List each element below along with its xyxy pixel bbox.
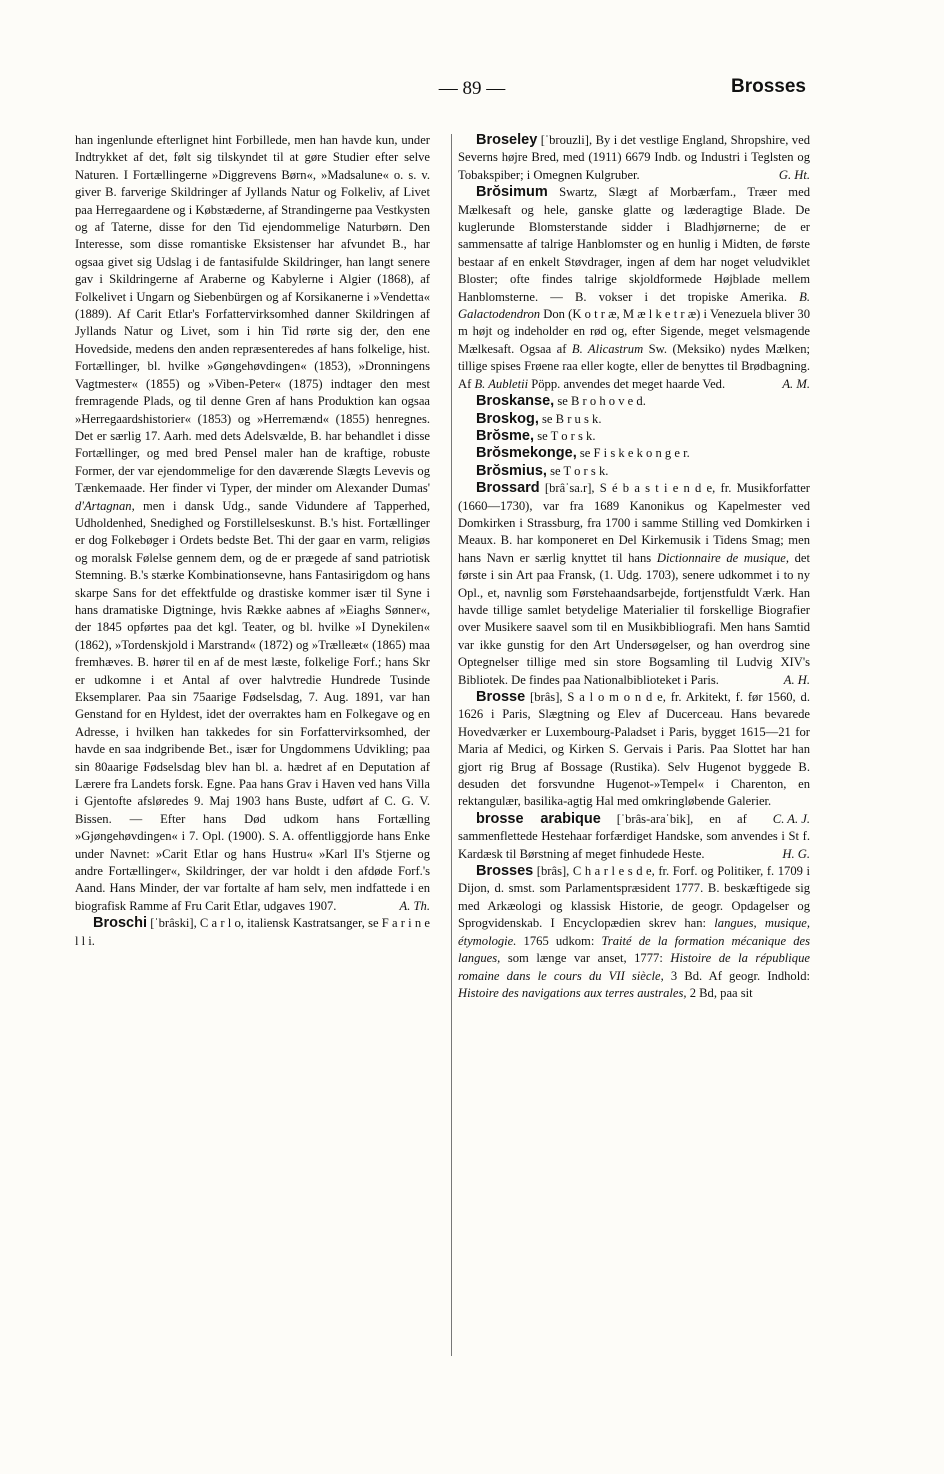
italic-title: Traité de la formation mécanique des langues, bbox=[458, 933, 810, 966]
entry-brosses bbox=[458, 863, 810, 1002]
left-column bbox=[75, 132, 430, 950]
headword: Brosses bbox=[476, 863, 534, 880]
entry-brosimum bbox=[458, 184, 810, 393]
author-signature: A. M. bbox=[782, 376, 810, 391]
italic-title: langues, musique, étymologie. bbox=[458, 916, 810, 948]
cross-reference: se F i s k e k o n g e r. bbox=[579, 446, 690, 461]
italic-title: Histoire des navigations aux terres australes, bbox=[458, 985, 687, 1000]
entry-text: [brâs], S a l o m o n d e, fr. Arkitekt, f. før 1560, d. 1626 i Paris, Slægtning og Elev af Ducerceau. Hans bevarede Hovedværker er Luxembourg-Paladset i Paris, bygget 1615—21 for Maria af Medici, og Kirken S. Gervais i Paris. Paa Slottet har han gjort rig Brug af Bossage (Rustika). Selv Hugenot byggede B. desuden det forsvundne Hugenot-»Tempel« i Charenton, en rektangulær, basilika-agtig Hal med omkringløbende Galerier. bbox=[458, 690, 810, 809]
body-text: men i dansk Udg., sande Vidundere af Tapperhed, Udholdenhed, Snedighed og Forstillelseskunst. B.'s hist. Fortællinger er dog Folkebøger i Ordets bedste Bet. Thi der gaar en varm, religiøs og moralsk Følelse gennem dem, og de er prægede af sand patriotisk Stemning. B.'s stærke Kombinationsevne, hans Fantasirigdom og hans skarpe Sans for det effektfulde og drastiske kommer især til Syne i hans dramatiske Digtninge, hvis Række aabnes af »Eiaghs Sønner«, der 1845 opførtes paa det kgl. Teater, og bl. hvilke »I Dynekilen« (1862), »Tordenskjold i Marstrand« (1872) og »Trælleæt« (1865) maa fremhæves. B. hører til en af de mest læste, folkelige Forf.; hans Skr er udkomne i et Antal af over halvtredie Hundrede Tusinde Eksemplarer. Paa sin 75aarige Fødselsdag, 7. Aug. 1891, var han Genstand for en Hyldest, idet der overraktes ham en Folkegave og en Adresse, i hvilken han takkedes for sin Forfattervirksomhed, der havde en saa indgribende Bet., især for Ungdommens Udvikling; paa sin 80aarige Fødselsdag blev han bl. a. hædret af en Deputation af Lærere fra Landets forsk. Egne. Paa hans Grav i Haven ved hans Villa i Gjentofte afsløredes 9. Maj 1903 hans Buste, udført af C. G. V. Bissen. — Efter hans Død udkom hans Fortælling »Gjøngehøvdingen« i 7. Opl. (1900). S. A. offentliggjorde hans Enke under Navnet: »Carit Etlar og hans Hustru« »Karl II's Stjerne og andre Fortællinger«, Skildringer, der var holdt i den afdøde Forf.'s Aand. Hans Minder, der var fortalte af ham selv, men indfattede i en biografisk Ramme af Fru Carit Etlar, udgaves 1907. bbox=[75, 498, 430, 913]
author-signature: A. H. bbox=[783, 672, 810, 687]
author-signature: C. A. J. bbox=[772, 811, 810, 826]
headword: Brosse bbox=[476, 689, 526, 705]
author-signature: G. Ht. bbox=[778, 167, 810, 182]
carit-etlar-continuation bbox=[75, 132, 430, 915]
cross-reference: se B r o h o v e d. bbox=[557, 394, 646, 409]
headword: Brŏsmius, bbox=[476, 462, 547, 479]
entry-text: det første i sin Art paa Fransk, (1. Udg. 1703), senere udkommet i to ny Opl., et, navnlig som Førstehaandsarbejde, fortjenstfuldt Værk. Han havde tillige samlet betydelige Materialier til forskellige Biografier over Musikere saavel som til en Musikbibliografi. Men hans Samtid var ikke gunstig for den Art Undersøgelser, og han overdrog sine Optegnelser tillige med sin store Bogsamling til Ludvig XIV's Bibliotek. De findes paa Nationalbiblioteket i Paris. bbox=[458, 550, 810, 687]
entry-text: [ˈbrâs-araˈbik], en af sammenflettede Hestehaar forfærdiget Handske, som anvendes i St f. Kardæsk til Børstning af meget finhudede Heste. bbox=[458, 811, 810, 861]
entry-text: 2 Bd, paa sit bbox=[689, 985, 753, 1000]
entry-text: Swartz, Slægt af Morbærfam., Træer med Mælkesaft og hele, ganske glatte og læderagtige Blade. De kuglerunde Blomsterstande sidder i Bladhjørnerne; de er sammensatte af talrige Hanblomster og en hunlig i Midten, de første bestaar af en enkelt Støvdrager, ingen af dem har noget veludviklet Bloster; ofte findes talrige skjoldformede Højblade mellem Hanblomsterne. — B. vokser i det tropiske Amerika. bbox=[458, 185, 810, 304]
author-signature: H. G. bbox=[782, 846, 810, 861]
body-text: han ingenlunde efterlignet hint Forbillede, men han havde kun, under Indtrykket af det, følt sig tilskyndet til at gøre Studier efter selve Naturen. I Fortællingerne »Diggrevens Børn«, »Madsalune« o. s. v. giver B. farverige Skildringer af Jyllands Natur og Folkeliv, af Livet paa Herregaardene og i Købstæderne, af Strandingerne paa Vestkysten og af Taterne, disse for den Tid ejendommelige Naturbørn. Den Interesse, som disse romantiske Eksistenser har afvundet B., har ogsaa givet sig Udslag i de fantasifulde Skildringer, han langt senere gav i Skildringerne af Araberne og Kabylerne i Algier (1868), af Folkelivet i Ungarn og Siebenbürgen og af Korsikanerne i »Vendetta« (1889). Af Carit Etlar's Forfattervirksomhed danner Skildringen af Jyllands Natur og Livet, som i hin Tid rørte sig der, den ene Hovedside, medens den anden repræsenteredes af hans folkelige, hist. Fortællinger, bl. hvilke »Gøngehøvdingen« (1853), »Dronningens Vagtmester« (1855) og »Viben-Peter« (1875) indtager den mest fremragende Plads, og til denne Gren af hans Produktion kan ogsaa »Herregaardshistorier« (1853) og »Herremænd« (1855) henregnes. Det er særlig 17. Aarh. med dets Adelsvælde, B. har behandlet i disse Fortællinger, og med bred Pensel maler han de kraftige, robuste Former, der var ejendommelige for den daværende Slægts Levevis og Tænkemaade. Her finder vi Typer, der minder om Alexander Dumas' bbox=[75, 133, 430, 496]
entry-brosmekonge bbox=[458, 445, 810, 462]
entry-broskog bbox=[458, 411, 810, 428]
headword: Broseley bbox=[476, 132, 538, 148]
entry-brosmius bbox=[458, 463, 810, 480]
entry-broskanse bbox=[458, 393, 810, 410]
entry-text: Sw. (Meksiko) nydes Mælken; tillige spises Frøene raa eller kogte, eller de benyttes til Brødbagning. Af bbox=[458, 341, 810, 391]
column-divider bbox=[451, 134, 452, 1356]
species-name: B. Galactodendron bbox=[458, 289, 810, 322]
entry-text: [brâˈsa.r], S é b a s t i e n d e, fr. Musikforfatter (1660—1730), var fra 1689 Kanonikus og Kapelmester ved Domkirken i Strassburg, fra 1700 i samme Stilling ved Domkirken i Meaux. B. har komponeret en Del Kirkemusik i Tidens Smag; men hans Navn er særlig knyttet til hans bbox=[458, 481, 811, 565]
entry-text: [ˈbrâski], C a r l o, italiensk Kastratsanger, se F a r i n e l l i. bbox=[75, 916, 430, 948]
species-name: B. Alicastrum bbox=[571, 341, 644, 356]
headword: Brossard bbox=[476, 480, 540, 497]
cross-reference: se T o r s k. bbox=[537, 428, 596, 443]
headword: brosse arabique bbox=[476, 810, 601, 827]
headword: Broskog, bbox=[476, 410, 539, 427]
cross-reference: se B r u s k. bbox=[542, 411, 602, 426]
entry-text: 1765 udkom: bbox=[523, 933, 595, 948]
italic-title: Dictionnaire de musique, bbox=[656, 550, 789, 565]
entry-text: [brâs], C h a r l e s d e, fr. Forf. og Politiker, f. 1709 i Dijon, d. smst. som Parlamentspræsident 1777. B. beskæftigede sig med Arkæologi og klassisk Historie, de geogr. Opdagelser og Sprogvidenskab. I Encyclopædien skrev han: bbox=[458, 864, 810, 931]
page-number: — 89 — bbox=[438, 78, 506, 99]
entry-text: Don (K o t r æ, M æ l k e t r æ) i Venezuela bliver 30 m højt og indeholder en rød og, efter Sigende, meget velsmagende Mælkesaft. Ogsaa af bbox=[458, 307, 810, 356]
entry-brosme bbox=[458, 428, 810, 445]
entry-text: 3 Bd. Af geogr. Indhold: bbox=[670, 968, 811, 983]
headword: Broschi bbox=[93, 915, 147, 932]
headword: Brŏsmekonge, bbox=[476, 445, 577, 462]
italic-title: Histoire de la république romaine dans le cours du VII siècle, bbox=[458, 951, 810, 983]
headword: Brŏsimum bbox=[476, 184, 548, 201]
entry-text: Pöpp. anvendes det meget haarde Ved. bbox=[531, 376, 726, 391]
headword: Broskanse, bbox=[476, 393, 555, 410]
italic-title: d'Artagnan, bbox=[75, 498, 135, 513]
entry-text: som længe var anset, 1777: bbox=[507, 951, 663, 966]
entry-brossard bbox=[458, 480, 810, 689]
entry-text: [ˈbrouzli], By i det vestlige England, Shropshire, ved Severns højre Bred, med (1911) 6679 Indb. og Industri i Teglsten og Tobakspiber; i Omegnen Kulgruber. bbox=[458, 133, 810, 182]
headword: Brŏsme, bbox=[476, 427, 535, 444]
cross-reference: se T o r s k. bbox=[550, 463, 609, 478]
running-head: Brosses bbox=[731, 76, 806, 97]
entry-broschi bbox=[75, 915, 430, 950]
entry-broseley bbox=[458, 132, 810, 184]
author-signature: A. Th. bbox=[399, 898, 430, 913]
right-column bbox=[458, 132, 810, 1002]
species-name: B. Aubletii bbox=[474, 376, 529, 391]
